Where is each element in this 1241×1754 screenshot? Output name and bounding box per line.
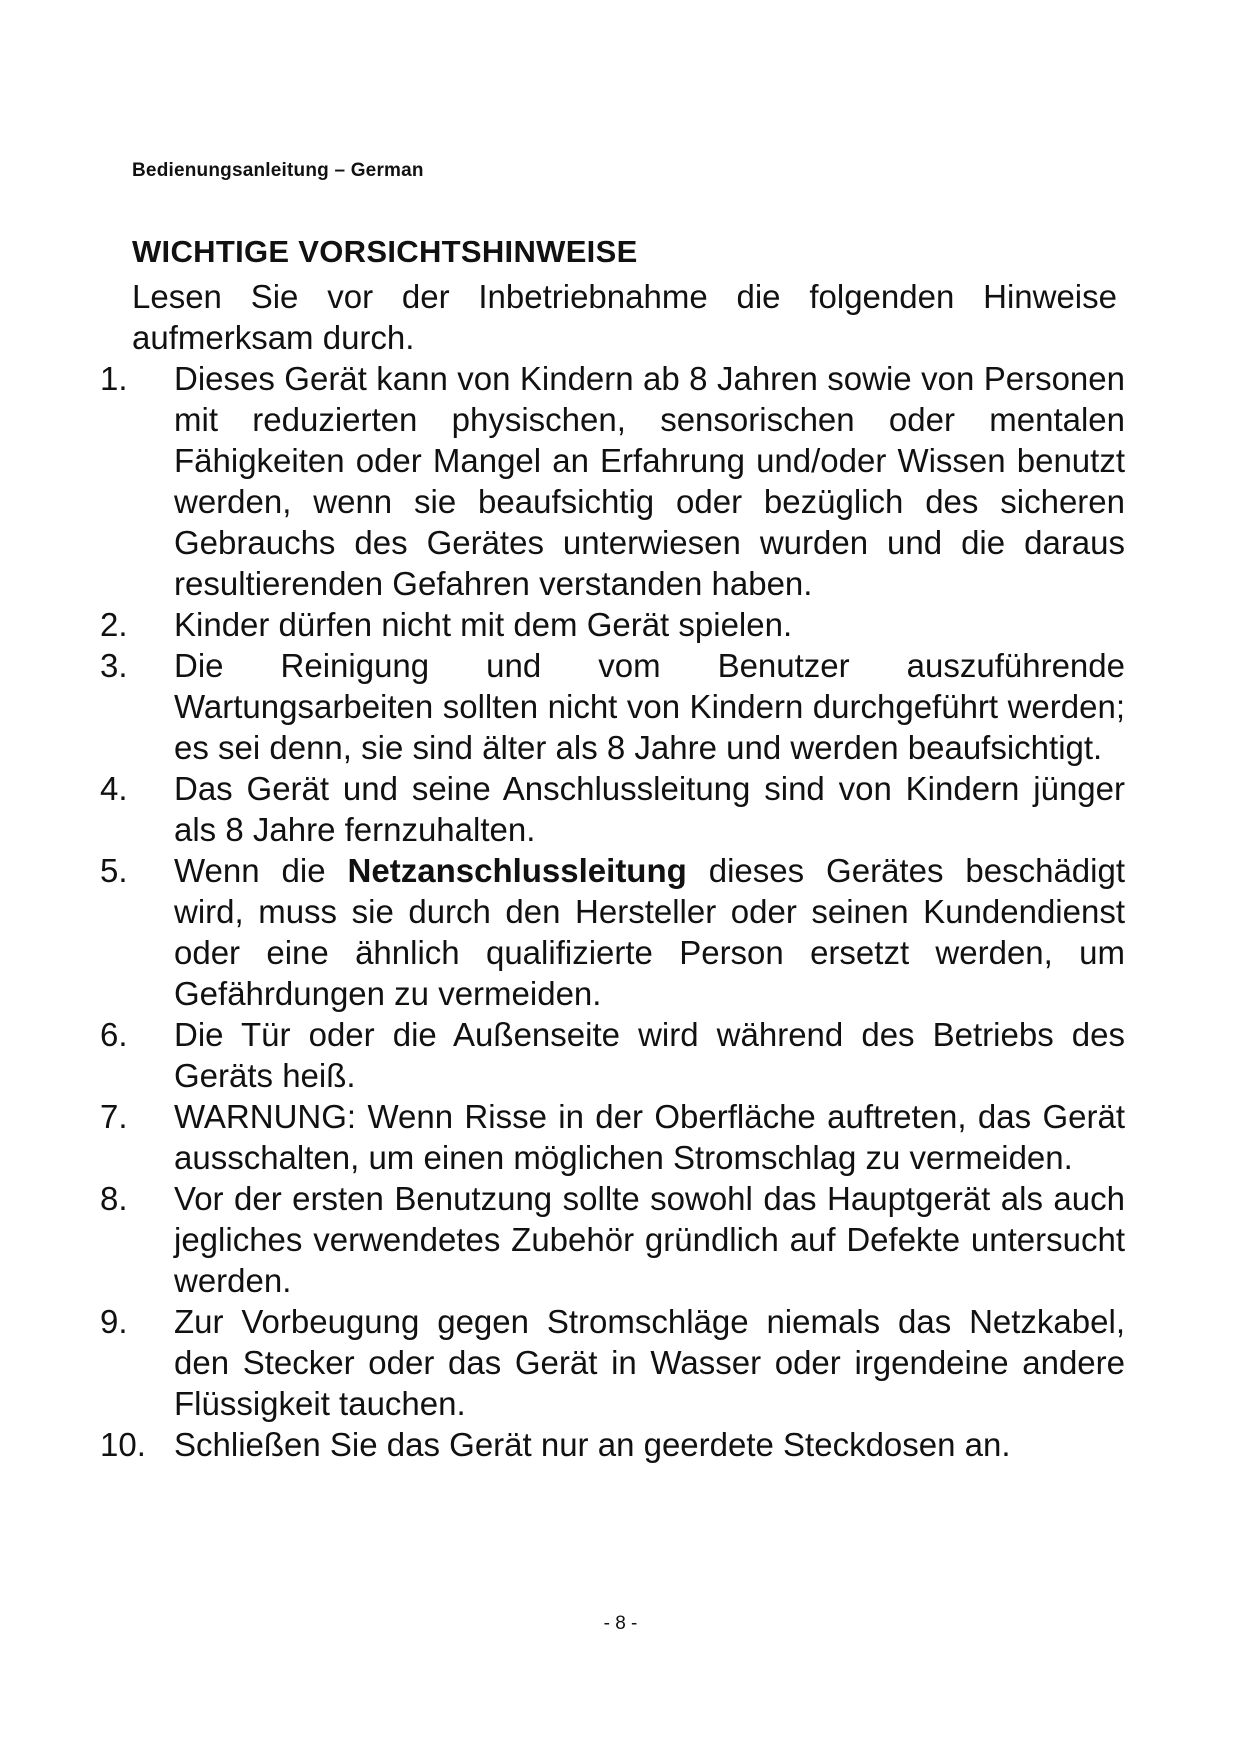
power-cord-term: Netzanschlussleitung [347,852,687,889]
precautions-list [100,358,1125,1465]
list-item-text-part: dieses Gerätes beschädigt wird, muss sie durch den Hersteller oder seinen Kundendienst oder eine ähnlich qualifizierte Person ersetzt werden, um Gefährdungen zu vermeiden. [174,852,1126,1012]
list-item-text: Vor der ersten Benutzung sollte sowohl das Hauptgerät als auch jegliches verwendetes Zubehör gründlich auf Defekte untersucht werden. [174,1180,1125,1299]
list-item-text [174,852,1125,1012]
list-item-number: 6. [100,1016,128,1053]
list-item [100,1178,1125,1301]
list-item [100,850,1125,1014]
list-item-text: Zur Vorbeugung gegen Stromschläge niemals das Netzkabel, den Stecker oder das Gerät in Wasser oder irgendeine andere Flüssigkeit tauchen. [174,1303,1125,1422]
list-item-number: 9. [100,1303,128,1340]
list-item-number: 10. [100,1426,146,1463]
page-number: - 8 - [603,1613,638,1634]
list-item [100,358,1125,604]
list-item-text: Die Reinigung und vom Benutzer auszuführende Wartungsarbeiten sollten nicht von Kindern durchgeführt werden; es sei denn, sie sind älter als 8 Jahre und werden beaufsichtigt. [174,647,1125,766]
list-item-number: 5. [100,852,128,889]
section-title: WICHTIGE VORSICHTSHINWEISE [132,234,638,269]
list-item [100,1014,1125,1096]
list-item-text: Das Gerät und seine Anschlussleitung sind von Kindern jünger als 8 Jahre fernzuhalten. [174,770,1125,848]
list-item-text: Die Tür oder die Außenseite wird während des Betriebs des Geräts heiß. [174,1016,1125,1094]
list-item-number: 7. [100,1098,128,1135]
list-item-number: 1. [100,360,128,397]
list-item [100,1301,1125,1424]
list-item [100,604,1125,645]
list-item-text: WARNUNG: Wenn Risse in der Oberfläche auftreten, das Gerät ausschalten, um einen möglichen Stromschlag zu vermeiden. [174,1098,1125,1176]
list-item [100,768,1125,850]
list-item-number: 3. [100,647,128,684]
list-item-text: Dieses Gerät kann von Kindern ab 8 Jahren sowie von Personen mit reduzierten physischen, sensorischen oder mentalen Fähigkeiten oder Mangel an Erfahrung und/oder Wissen benutzt werden, wenn sie beaufsichtig oder bezüglich des sicheren Gebrauchs des Gerätes unterwiesen wurden und die daraus resultierenden Gefahren verstanden haben. [174,360,1125,602]
list-item-number: 4. [100,770,128,807]
list-item-number: 8. [100,1180,128,1217]
list-item [100,1096,1125,1178]
document-header-label: Bedienungsanleitung – German [132,160,424,181]
list-item [100,1424,1125,1465]
list-item-number: 2. [100,606,128,643]
list-item-text: Schließen Sie das Gerät nur an geerdete Steckdosen an. [174,1426,1011,1463]
list-item [100,645,1125,768]
list-item-text-part: Wenn die [174,852,348,889]
list-item-text: Kinder dürfen nicht mit dem Gerät spielen. [174,606,793,643]
section-intro: Lesen Sie vor der Inbetriebnahme die folgenden Hinweise aufmerksam durch. [132,278,1117,356]
